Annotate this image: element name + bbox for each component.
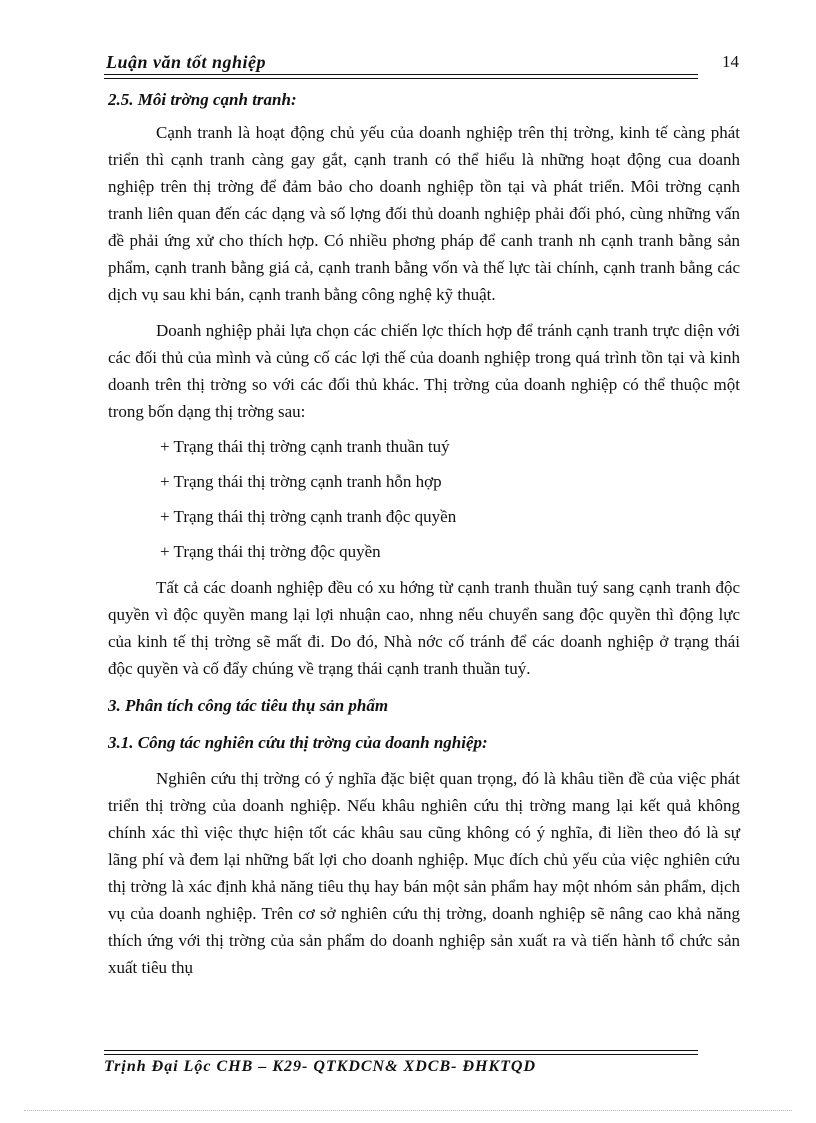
footer-rule [104,1050,698,1051]
market-state-bullet: + Trạng thái thị trờng cạnh tranh thuần tuý [160,437,450,456]
header-title: Luận văn tốt nghiệp [106,52,267,72]
header-rule [104,74,698,75]
document-body [108,86,740,981]
section-2-5-paragraph-3: Tất cả các doanh nghiệp đều có xu hớng từ cạnh tranh thuần tuý sang cạnh tranh độc quyền vì độc quyền mang lại lợi nhuận cao, nhng nếu chuyển sang độc quyền thì động lực của kinh tế thị trờng sẽ mất đi. Do đó, Nhà nớc cố tránh để các doanh nghiệp ở trạng thái độc quyền và cố đẩy chúng về trạng thái cạnh tranh thuần tuý. [108,578,740,678]
section-3-1-paragraph-1: Nghiên cứu thị trờng có ý nghĩa đặc biệt quan trọng, đó là khâu tiền đề của việc phát triển thị trờng của doanh nghiệp. Nếu khâu nghiên cứu thị trờng mang lại kết quả không chính xác thì việc thực hiện tốt các khâu sau cũng không có ý nghĩa, đi liền theo đó là sự lãng phí và đem lại những bất lợi cho doanh nghiệp. Mục đích chủ yếu của việc nghiên cứu thị trờng là xác định khả năng tiêu thụ hay bán một sản phẩm hay một nhóm sản phẩm, dịch vụ của doanh nghiệp. Trên cơ sở nghiên cứu thị trờng, doanh nghiệp sẽ nâng cao khả năng thích ứng với thị trờng của sản phẩm do doanh nghiệp sản xuất ra và tiến hành tổ chức sản xuất tiêu thụ [108,769,740,977]
header-rule-thin [104,78,698,79]
section-3-heading: 3. Phân tích công tác tiêu thụ sản phẩm [108,696,389,715]
page-header [104,48,696,76]
footer-rule-thin [104,1054,698,1055]
market-state-bullet: + Trạng thái thị trờng độc quyền [160,542,381,561]
market-state-bullet: + Trạng thái thị trờng cạnh tranh độc quyền [160,507,457,526]
market-state-bullet: + Trạng thái thị trờng cạnh tranh hỗn hợp [160,472,442,491]
page-edge-divider [24,1110,792,1111]
section-2-5-paragraph-1: Cạnh tranh là hoạt động chủ yếu của doanh nghiệp trên thị trờng, kinh tế càng phát triển thì cạnh tranh càng gay gắt, cạnh tranh có thể hiểu là những hoạt động cua doanh nghiệp trên thị trờng để đảm bảo cho doanh nghiệp tồn tại và phát triển. Môi trờng cạnh tranh liên quan đến các dạng và số lợng đối thủ doanh nghiệp phải đối phó, cùng những vấn đề phải ứng xử cho thích hợp. Có nhiều phơng pháp để canh tranh nh cạnh tranh bằng sản phẩm, cạnh tranh bằng giá cả, cạnh tranh bằng vốn và thế lực tài chính, cạnh tranh bằng các dịch vụ sau khi bán, cạnh tranh bằng công nghệ kỹ thuật. [108,123,740,304]
page-footer: Trịnh Đại Lộc CHB – K29- QTKDCN& XDCB- ĐHKTQD [104,1058,536,1075]
section-2-5-paragraph-2: Doanh nghiệp phải lựa chọn các chiến lợc thích hợp để tránh cạnh tranh trực diện với các đối thủ của mình và củng cố các lợi thế của doanh nghiệp trong quá trình tồn tại và kinh doanh trên thị trờng so với các đối thủ khác. Thị trờng của doanh nghiệp có thể thuộc một trong bốn dạng thị trờng sau: [108,321,740,421]
section-3-1-heading: 3.1. Công tác nghiên cứu thị trờng của doanh nghiệp: [108,733,488,752]
section-2-5-heading: 2.5. Môi trờng cạnh tranh: [108,90,297,109]
page-number: 14 [722,52,739,71]
